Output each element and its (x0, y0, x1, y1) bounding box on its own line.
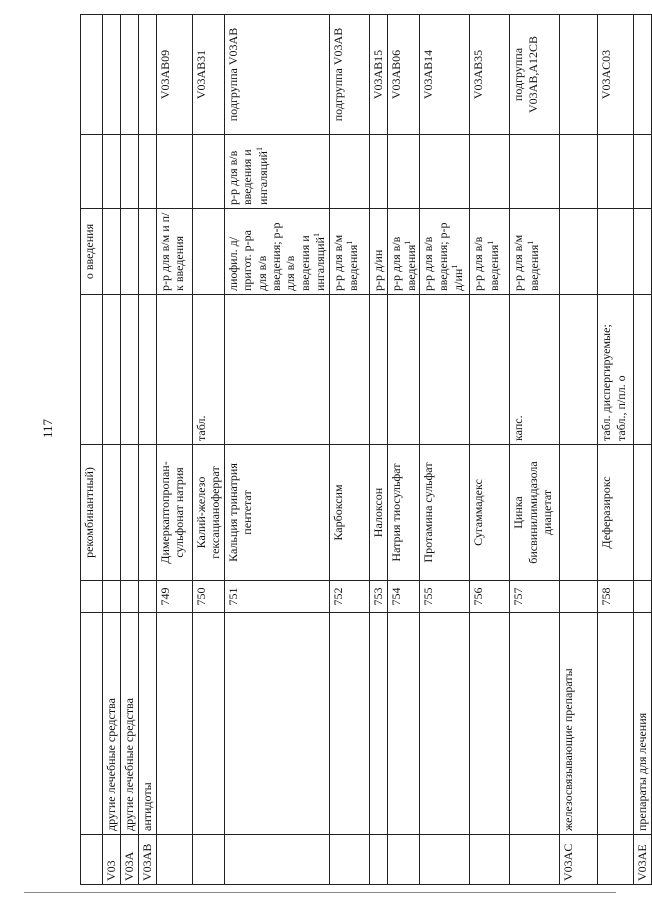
cell-text: 750 (194, 587, 208, 606)
cell-group (560, 613, 598, 835)
cell-form2 (634, 209, 652, 295)
cell-text: Цинка бисвинилимидазола диацетат (511, 461, 555, 564)
cell-name (369, 445, 387, 581)
cell-text: V03AB09 (158, 49, 172, 100)
cell-atc (157, 15, 193, 135)
cell-text: V03A (122, 851, 136, 881)
cell-form3 (634, 135, 652, 209)
cell-code (634, 835, 652, 885)
header-num (81, 581, 103, 613)
cell-atc (329, 15, 369, 135)
cell-text: р-р для в/в введения (471, 236, 501, 291)
cell-text: табл. (194, 415, 208, 441)
cell-num (598, 581, 634, 613)
cell-atc (560, 15, 598, 135)
cell-text: р-р для в/м введения (330, 234, 360, 291)
cell-form1 (420, 295, 470, 445)
cell-name (121, 445, 139, 581)
cell-code (329, 835, 369, 885)
cell-form3 (139, 135, 157, 209)
cell-name (139, 445, 157, 581)
cell-text: V03AB06 (388, 49, 403, 100)
header-group (81, 613, 103, 835)
cell-num (510, 581, 560, 613)
cell-num (387, 581, 420, 613)
cell-text: Сугаммадекс (471, 479, 486, 546)
cell-form3 (598, 135, 634, 209)
cell-code (121, 835, 139, 885)
table-row (560, 15, 598, 885)
cell-form2 (387, 209, 420, 295)
cell-text: табл. диспергируемые; табл., п/пл. о (599, 324, 628, 441)
cell-form1 (329, 295, 369, 445)
cell-form2 (329, 209, 369, 295)
cell-form1 (193, 295, 225, 445)
cell-group (634, 613, 652, 835)
header-form1 (81, 295, 103, 445)
cell-text: Налоксон (370, 487, 385, 538)
cell-name (470, 445, 510, 581)
cell-text: лиофил. д/пригот. р-ра для в/в введения; р-р для в/в введения и ингаляций (225, 222, 328, 291)
cell-group (139, 613, 157, 835)
cell-name (598, 445, 634, 581)
cell-form3 (103, 135, 121, 209)
cell-text: Кальция тринатрия пентетат (225, 463, 255, 562)
cell-text: 756 (471, 587, 486, 606)
table-row (470, 15, 510, 885)
cell-num (103, 581, 121, 613)
table-row (193, 15, 225, 885)
cell-atc (470, 15, 510, 135)
cell-form2 (369, 209, 387, 295)
table-row (420, 15, 470, 885)
cell-text: Натрия тиосульфат (388, 463, 403, 562)
cell-code (560, 835, 598, 885)
cell-form2 (560, 209, 598, 295)
cell-code (193, 835, 225, 885)
cell-code (139, 835, 157, 885)
cell-atc (224, 15, 329, 135)
cell-atc (598, 15, 634, 135)
cell-form3 (560, 135, 598, 209)
table-row (598, 15, 634, 885)
cell-num (193, 581, 225, 613)
cell-form1 (510, 295, 560, 445)
cell-group (103, 613, 121, 835)
cell-text: V03AB (140, 843, 154, 881)
cell-group (387, 613, 420, 835)
header-form3 (81, 135, 103, 209)
cell-text: Протамина сульфат (421, 462, 436, 563)
cell-atc (420, 15, 470, 135)
footnote-marker: 1 (485, 240, 495, 245)
cell-name (387, 445, 420, 581)
cell-form1 (139, 295, 157, 445)
cell-text: 758 (599, 587, 614, 606)
cell-form3 (121, 135, 139, 209)
table-row (387, 15, 420, 885)
cell-name (157, 445, 193, 581)
cell-form1 (224, 295, 329, 445)
cell-code (510, 835, 560, 885)
cell-text: р-р для в/в введения (388, 236, 418, 291)
cell-name (510, 445, 560, 581)
footnote-marker: 1 (344, 240, 354, 245)
cell-form2 (193, 209, 225, 295)
cell-form2 (420, 209, 470, 295)
cell-form1 (103, 295, 121, 445)
cell-atc (121, 15, 139, 135)
header-code (81, 835, 103, 885)
table-row (139, 15, 157, 885)
cell-text: р-р для в/м введения (511, 234, 541, 291)
cell-group (193, 613, 225, 835)
table-row (121, 15, 139, 885)
cell-name (224, 445, 329, 581)
cell-code (598, 835, 634, 885)
footnote-marker: 1 (254, 147, 264, 152)
cell-text: антидоты (140, 782, 154, 831)
cell-form1 (560, 295, 598, 445)
cell-group (157, 613, 193, 835)
header-atc (81, 15, 103, 135)
cell-num (224, 581, 329, 613)
cell-form3 (387, 135, 420, 209)
cell-group (420, 613, 470, 835)
cell-num (470, 581, 510, 613)
cell-num (139, 581, 157, 613)
page-number: 117 (40, 418, 55, 438)
cell-num (157, 581, 193, 613)
cell-group (329, 613, 369, 835)
cell-text: V03AB14 (421, 49, 436, 100)
cell-code (420, 835, 470, 885)
cell-text: V03 (104, 860, 118, 881)
cell-text: Карбоксим (330, 484, 345, 541)
cell-form2 (121, 209, 139, 295)
cell-name (103, 445, 121, 581)
cell-text: 755 (421, 587, 436, 606)
cell-text: 753 (370, 587, 385, 606)
cell-form1 (121, 295, 139, 445)
cell-text: V03AB15 (370, 49, 385, 100)
cell-atc (139, 15, 157, 135)
footnote-marker: 1 (402, 240, 412, 245)
footnote-marker: 1 (450, 264, 460, 269)
cell-code (369, 835, 387, 885)
cell-num (121, 581, 139, 613)
cell-form1 (470, 295, 510, 445)
cell-text: железосвязывающие препараты (561, 668, 576, 831)
cell-text: р-р д/ин (370, 249, 385, 291)
cell-text: капс. (511, 415, 526, 441)
table-body (103, 15, 652, 885)
cell-name (420, 445, 470, 581)
drug-table (80, 14, 652, 885)
table-header-row (81, 15, 103, 885)
cell-num (634, 581, 652, 613)
cell-atc (510, 15, 560, 135)
page-bottom-rule (24, 892, 616, 893)
cell-form3 (224, 135, 329, 209)
cell-num (329, 581, 369, 613)
cell-text: 751 (225, 587, 240, 606)
cell-form2 (103, 209, 121, 295)
cell-atc (103, 15, 121, 135)
cell-text: V03AC (561, 843, 576, 881)
cell-text: 757 (511, 587, 526, 606)
table-row (510, 15, 560, 885)
cell-text: 749 (158, 587, 172, 606)
cell-text: V03AB35 (471, 49, 486, 100)
cell-form2 (470, 209, 510, 295)
cell-name (329, 445, 369, 581)
cell-name (193, 445, 225, 581)
table-row (157, 15, 193, 885)
cell-form2 (598, 209, 634, 295)
cell-code (470, 835, 510, 885)
cell-group (598, 613, 634, 835)
cell-form3 (157, 135, 193, 209)
cell-form2 (157, 209, 193, 295)
cell-form1 (387, 295, 420, 445)
cell-text: Димеркаптопропан-сульфонат натрия (158, 461, 187, 564)
cell-num (560, 581, 598, 613)
footnote-marker: 1 (525, 240, 535, 245)
cell-code (387, 835, 420, 885)
cell-text: р-р для в/в введения и ингаляций (225, 149, 270, 205)
cell-form2 (224, 209, 329, 295)
drug-table-rotated (80, 15, 650, 885)
cell-text: Калий-железо гексацианоферрат (194, 466, 223, 559)
cell-text: препараты для лечения (635, 712, 650, 831)
table-row (224, 15, 329, 885)
cell-text: V03AE (635, 844, 650, 881)
cell-text: V03AB31 (194, 49, 208, 100)
cell-form3 (510, 135, 560, 209)
cell-atc (387, 15, 420, 135)
cell-text: подгруппа V03AB (225, 27, 240, 122)
cell-group (510, 613, 560, 835)
cell-form2 (139, 209, 157, 295)
cell-name (634, 445, 652, 581)
cell-text: р-р для в/в введения; р-р д/ин (421, 222, 466, 291)
cell-name (560, 445, 598, 581)
cell-atc (193, 15, 225, 135)
cell-form1 (157, 295, 193, 445)
cell-num (420, 581, 470, 613)
table-row (329, 15, 369, 885)
cell-form1 (598, 295, 634, 445)
cell-text: другие лечебные средства (104, 698, 118, 831)
cell-code (157, 835, 193, 885)
cell-code (103, 835, 121, 885)
cell-group (224, 613, 329, 835)
cell-form2 (510, 209, 560, 295)
cell-group (121, 613, 139, 835)
cell-form1 (634, 295, 652, 445)
table-row (103, 15, 121, 885)
header-form2: о введения (81, 209, 103, 295)
cell-form3 (193, 135, 225, 209)
cell-atc (369, 15, 387, 135)
cell-group (470, 613, 510, 835)
table-row (634, 15, 652, 885)
cell-num (369, 581, 387, 613)
cell-form1 (369, 295, 387, 445)
cell-atc (634, 15, 652, 135)
cell-form3 (369, 135, 387, 209)
cell-text: р-р для в/м и п/к введения (158, 212, 187, 291)
cell-text: Деферазирокс (599, 476, 614, 549)
cell-text: V03AC03 (599, 49, 614, 100)
cell-form3 (470, 135, 510, 209)
cell-form3 (329, 135, 369, 209)
footnote-marker: 1 (312, 233, 322, 238)
cell-text: подгруппа V03AB,A12CB (511, 36, 540, 114)
cell-code (224, 835, 329, 885)
cell-text: 752 (330, 587, 345, 606)
header-name: рекомбинантный) (81, 445, 103, 581)
cell-form3 (420, 135, 470, 209)
cell-text: 754 (388, 587, 403, 606)
table-row (369, 15, 387, 885)
cell-text: другие лечебные средства (122, 698, 136, 831)
cell-text: подгруппа V03AB (330, 27, 345, 122)
cell-group (369, 613, 387, 835)
